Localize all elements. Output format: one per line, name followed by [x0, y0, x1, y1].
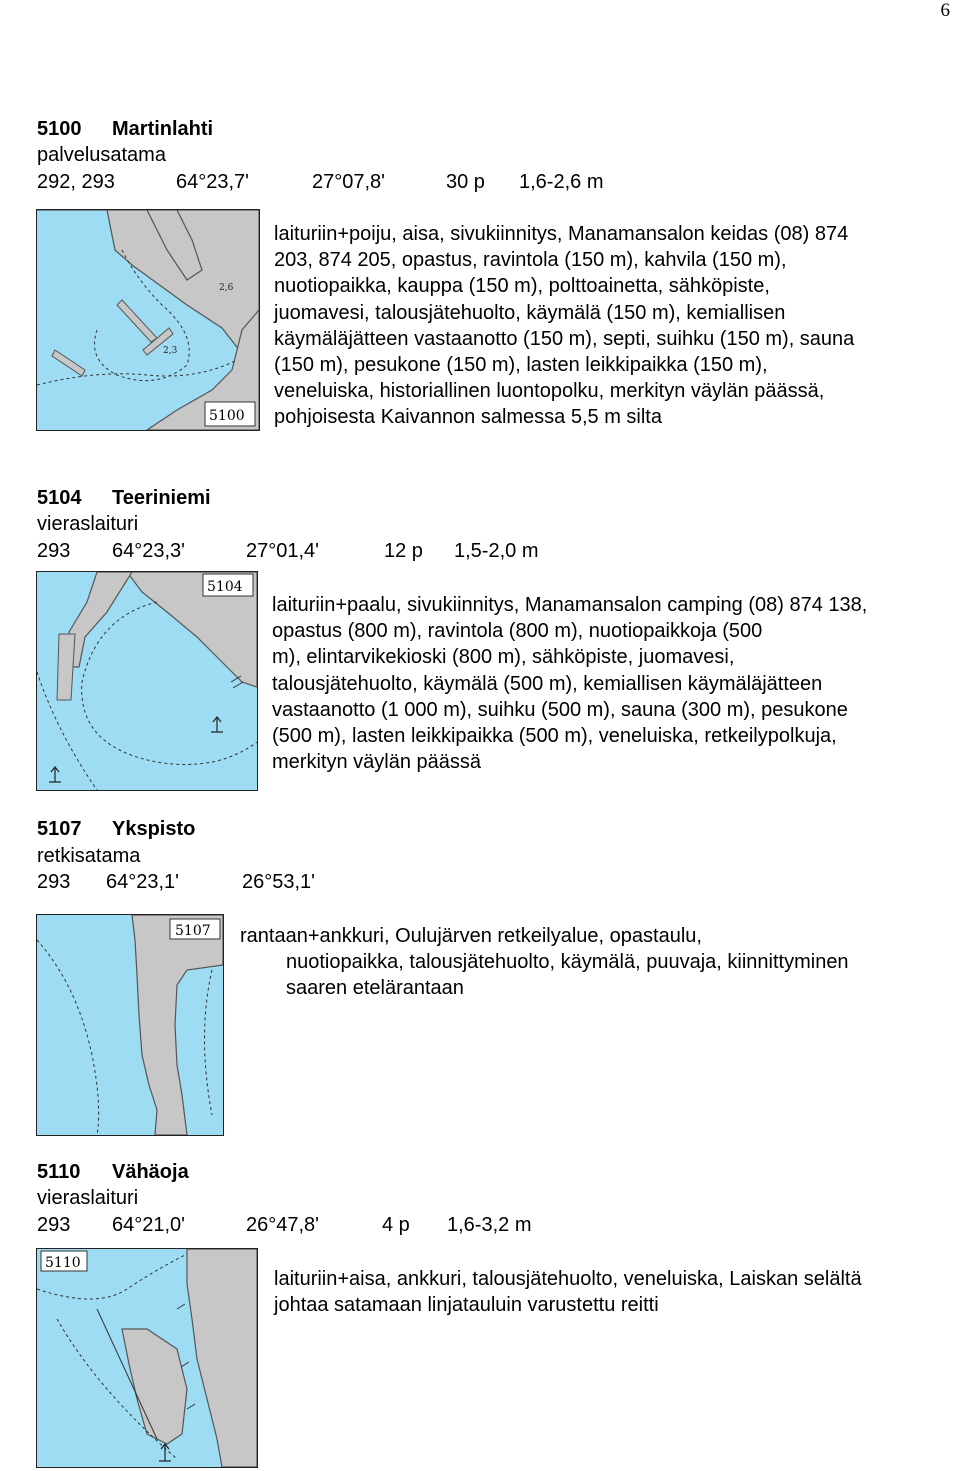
entry-5100-depth: 1,6-2,6 m [519, 171, 604, 193]
entry-5110-depth: 1,6-3,2 m [447, 1214, 532, 1236]
entry-5104-depth: 1,5-2,0 m [454, 540, 539, 562]
entry-5110-type: vieraslaituri [37, 1187, 139, 1209]
map-label: 5104 [207, 579, 243, 595]
entry-5110-id: 5110 [37, 1161, 81, 1183]
map-label: 5110 [45, 1255, 81, 1271]
entry-5100-id: 5100 [37, 118, 82, 140]
entry-5100-lon: 27°07,8' [312, 171, 385, 193]
description-line: veneluiska, historiallinen luontopolku, merkityn väylän päässä, [274, 380, 825, 403]
entry-5110-name: Vähäoja [112, 1161, 189, 1183]
entry-5110-lon: 26°47,8' [246, 1214, 319, 1236]
harbor-map-5100 [36, 209, 260, 431]
entry-5104-lat: 64°23,3' [112, 540, 185, 562]
description-line: opastus (800 m), ravintola (800 m), nuotiopaikkoja (500 [272, 620, 763, 643]
entry-5104-id: 5104 [37, 487, 82, 509]
description-line: saaren etelärantaan [286, 977, 464, 1000]
description-line: käymäläjätteen vastaanotto (150 m), septi, suihku (150 m), sauna [274, 327, 855, 350]
entry-5100-places: 30 p [446, 171, 485, 193]
harbor-map-5110 [36, 1248, 258, 1468]
description-line: m), elintarvikekioski (800 m), sähköpiste, juomavesi, [272, 646, 735, 669]
description-line: nuotiopaikka, kauppa (150 m), polttoainetta, sähköpiste, [274, 275, 770, 298]
entry-5100-description [274, 221, 854, 431]
entry-5107-id: 5107 [37, 818, 82, 840]
description-line: vastaanotto (1 000 m), suihku (500 m), sauna (300 m), pesukone [272, 698, 848, 721]
depth-label: 2,3 [163, 346, 178, 356]
description-line: johtaa satamaan linjatauluin varustettu reitti [274, 1294, 659, 1317]
entry-5104-chart: 293 [37, 540, 71, 562]
entry-5107-chart: 293 [37, 871, 71, 893]
entry-5100-lat: 64°23,7' [176, 171, 249, 193]
map-label: 5100 [209, 408, 245, 424]
entry-5104-description [272, 592, 867, 775]
entry-5110-chart: 293 [37, 1214, 71, 1236]
depth-label: 2,6 [219, 283, 234, 293]
description-line: laituriin+paalu, sivukiinnitys, Manamansalon camping (08) 874 138, [272, 594, 868, 616]
entry-5104-name: Teeriniemi [112, 487, 211, 509]
entry-5104-type: vieraslaituri [37, 513, 139, 535]
description-line: pohjoisesta Kaivannon salmessa 5,5 m silta [274, 406, 662, 429]
map-label: 5107 [175, 923, 211, 939]
entry-5107-lon: 26°53,1' [242, 871, 315, 893]
entry-5107-description [240, 923, 849, 1002]
description-line: talousjätehuolto, käymälä (500 m), kemiallisen käymäläjätteen [272, 672, 823, 695]
entry-5104-lon: 27°01,4' [246, 540, 319, 562]
entry-5110-lat: 64°21,0' [112, 1214, 185, 1236]
harbor-map-5107 [36, 914, 224, 1136]
description-line: 203, 874 205, opastus, ravintola (150 m), kahvila (150 m), [274, 249, 787, 272]
entry-5100-name: Martinlahti [112, 118, 214, 140]
entry-5110-places: 4 p [382, 1214, 410, 1236]
entry-5110-description [274, 1266, 862, 1318]
harbor-map-5104 [36, 571, 258, 791]
description-line: (500 m), lasten leikkipaikka (500 m), veneluiska, retkeilypolkuja, [272, 725, 837, 748]
page-number: 6 [940, 0, 950, 21]
description-line: laituriin+poiju, aisa, sivukiinnitys, Manamansalon keidas (08) 874 [274, 223, 849, 245]
entry-5104-places: 12 p [384, 540, 423, 562]
description-line: nuotiopaikka, talousjätehuolto, käymälä, puuvaja, kiinnittyminen [286, 951, 849, 974]
entry-5100-chart: 292, 293 [37, 171, 115, 193]
description-line: merkityn väylän päässä [272, 751, 481, 774]
description-line: rantaan+ankkuri, Oulujärven retkeilyalue, opastaulu, [240, 925, 702, 947]
description-line: juomavesi, talousjätehuolto, käymälä (150 m), kemiallisen [274, 301, 786, 324]
description-line: (150 m), pesukone (150 m), lasten leikkipaikka (150 m), [274, 354, 768, 377]
entry-5107-lat: 64°23,1' [106, 871, 179, 893]
entry-5107-name: Ykspisto [112, 818, 196, 840]
entry-5100-type: palvelusatama [37, 144, 166, 166]
description-line: laituriin+aisa, ankkuri, talousjätehuolto, veneluiska, Laiskan selältä [274, 1268, 862, 1290]
entry-5107-type: retkisatama [37, 845, 141, 867]
